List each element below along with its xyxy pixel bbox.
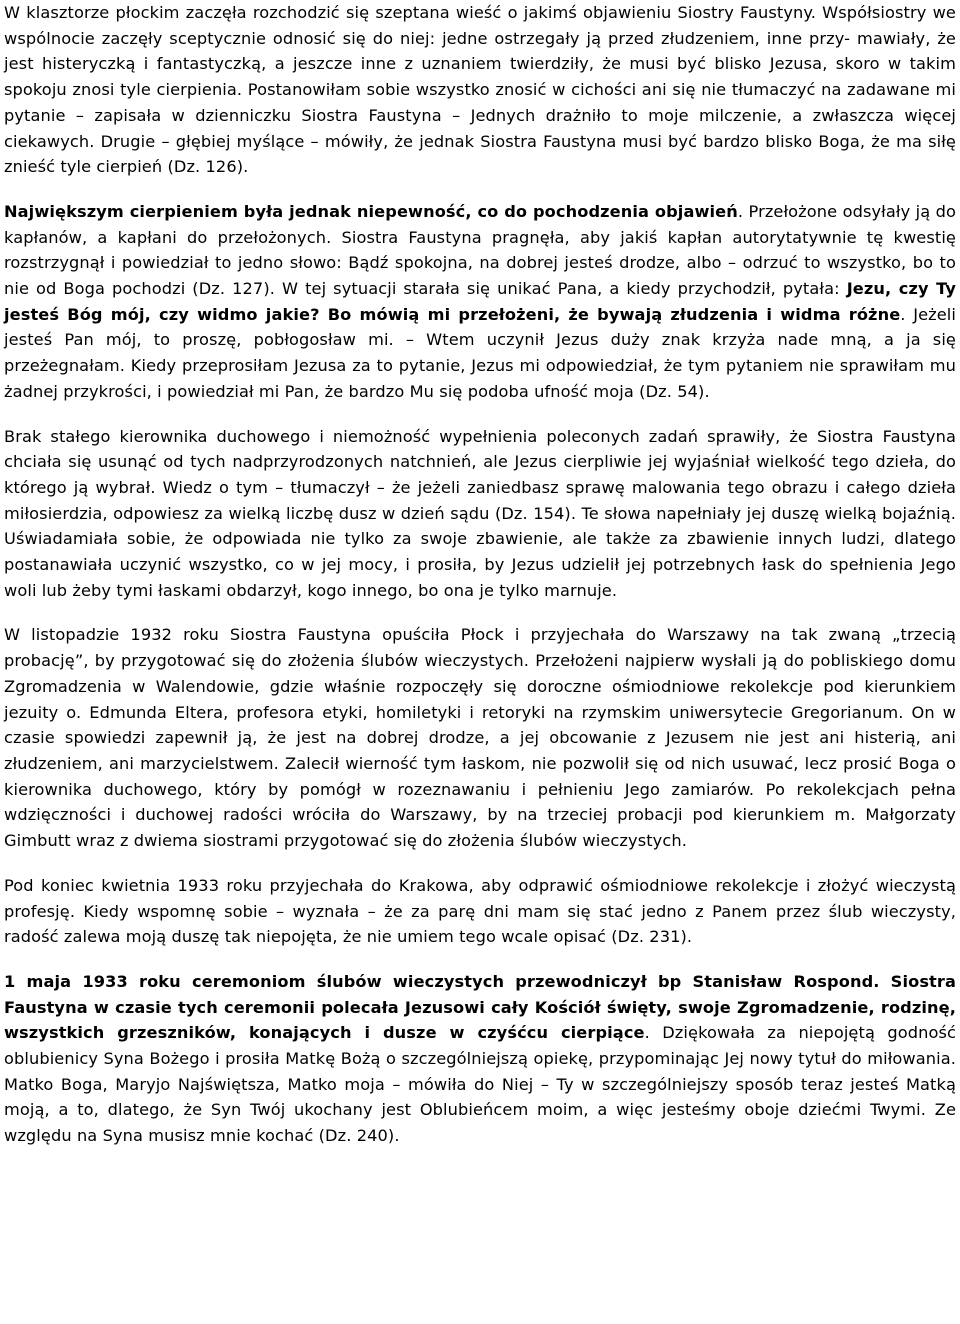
paragraph-warsaw-probation (4, 622, 956, 853)
paragraph-uncertainty (4, 199, 956, 405)
bold-text: Jezu, czy Ty jesteś Bóg mój, czy widmo jakie? Bo mówią mi przełożeni, że bywają złudzenia i widma różne (4, 279, 957, 324)
paragraph-text: . Dziękowała za niepojętą godność oblubienicy Syna Bożego i prosiła Matkę Bożą o szczególniejszą opiekę, przypominając Jej nowy tytuł do miłowania. Matko Boga, Maryjo Najświętsza, Matko moja – mówiła do Niej – Ty w szczególniejszy sposób teraz jesteś Matką moją, a to, dlatego, że Syn Twój ukochany jest Oblubieńcem moim, a więc jesteśmy oboje dziećmi Twymi. Ze względu na Syna musisz mnie kochać (Dz. 240). (4, 1023, 956, 1146)
paragraph-krakow-retreat (4, 873, 956, 950)
paragraph-gap (4, 603, 956, 622)
paragraph-text: Pod koniec kwietnia 1933 roku przyjechała do Krakowa, aby odprawić ośmiodniowe rekolekcje i złożyć wieczystą profesję. Kiedy wspomnę sobie – wyznała – że za parę dni mam się stać jedno z Panem przez ślub wieczysty, radość zalewa moją duszę tak niepojęta, że nie umiem tego wcale opisać (Dz. 231). (4, 875, 956, 947)
paragraph-gap (4, 950, 956, 969)
bold-text: Największym cierpieniem była jednak niepewność, co do pochodzenia objawień (4, 201, 738, 221)
paragraph-spiritual-director (4, 424, 956, 604)
paragraph-gap (4, 405, 956, 424)
paragraph-text: W klasztorze płockim zaczęła rozchodzić się szeptana wieść o jakimś objawieniu Siostry Faustyny. Współsiostry we wspólnocie zaczęły sceptycznie odnosić się do niej: jedne ostrzegały ją przed złudzeniem, inne przy- mawiały, że jest histeryczką i fantastyczką, a jeszcze inne z uznaniem twierdziły, że musi być blisko Jezusa, skoro w takim spokoju znosi tyle cierpienia. Postanowiłam sobie wszystko znosić w cichości ani się nie tłumaczyć na zadawane mi pytanie – zapisała w dzienniczku Siostra Faustyna – Jednych drażniło to moje milczenie, a zwłaszcza więcej ciekawych. Drugie – głębiej myślące – mówiły, że jednak Siostra Faustyna musi być bardzo blisko Boga, że ma siłę znieść tyle cierpień (Dz. 126). (4, 3, 956, 177)
bold-text: 1 maja 1933 roku ceremoniom ślubów wieczystych przewodniczył bp Stanisław Rospond. Siostra Faustyna w czasie tych ceremonii polecała Jezusowi cały Kościół święty, swoje Zgromadzenie, rodzinę, wszystkich grzeszników, konających i dusze w czyśćcu cierpiące (4, 971, 956, 1043)
document-page (4, 0, 956, 1149)
paragraph-perpetual-vows (4, 969, 956, 1149)
paragraph-text: Brak stałego kierownika duchowego i niemożność wypełnienia poleconych zadań sprawiły, że Siostra Faustyna chciała się usunąć od tych nadprzyrodzonych natchnień, ale Jezus cierpliwie jej wyjaśniał wielkość tego dzieła, do którego ją wybrał. Wiedz o tym – tłumaczył – że jeżeli zaniedbasz sprawę malowania tego obrazu i całego dzieła miłosierdzia, odpowiesz za wielką liczbę dusz w dzień sądu (Dz. 154). Te słowa napełniały jej duszę wielką bojaźnią. Uświadamiała sobie, że odpowiada nie tylko za swoje zbawienie, ale także za zbawienie innych ludzi, dlatego postanawiała uczynić wszystko, co w jej mocy, i prosiła, by Jezus udzielił jej potrzebnych łask do spełnienia Jego woli lub żeby tymi łaskami obdarzył, kogo innego, bo ona je tylko marnuje. (4, 426, 956, 600)
paragraph-gap (4, 180, 956, 199)
paragraph-text: . Przełożone odsyłały ją do kapłanów, a kapłani do przełożonych. Siostra Faustyna pragnęła, aby jakiś kapłan autorytatywnie tę kwestię rozstrzygnął i powiedział to jedno słowo: Bądź spokojna, na dobrej jesteś drodze, albo – odrzuć to wszystko, bo to nie od Boga pochodzi (Dz. 127). W tej sytuacji starała się unikać Pana, a kiedy przychodził, pytała: (4, 201, 956, 299)
paragraph-monastery-rumors (4, 0, 956, 180)
paragraph-gap (4, 854, 956, 873)
paragraph-text: . Jeżeli jesteś Pan mój, to proszę, pobłogosław mi. – Wtem uczynił Jezus duży znak krzyża nade mną, a ja się przeżegnałam. Kiedy przeprosiłam Jezusa za to pytanie, Jezus mi odpowiedział, że tym pytaniem nie sprawiłam mu żadnej przykrości, i powiedział mi Pan, że bardzo Mu się podoba ufność moja (Dz. 54). (4, 304, 956, 401)
paragraph-text: W listopadzie 1932 roku Siostra Faustyna opuściła Płock i przyjechała do Warszawy na tak zwaną „trzecią probację”, by przygotować się do złożenia ślubów wieczystych. Przełożeni najpierw wysłali ją do pobliskiego domu Zgromadzenia w Walendowie, gdzie właśnie rozpoczęły się doroczne ośmiodniowe rekolekcje pod kierunkiem jezuity o. Edmunda Eltera, profesora etyki, homiletyki i retoryki na rzymskim uniwersytecie Gregorianum. On w czasie spowiedzi zapewnił ją, że jest na dobrej drodze, a jej obcowanie z Jezusem nie jest ani histerią, ani złudzeniem, ani marzycielstwem. Zalecił wierność tym łaskom, nie pozwolił się od nich usuwać, lecz prosić Boga o kierownika duchowego, który by pomógł w rozeznawaniu i pełnieniu Jego zamiarów. Po rekolekcjach pełna wdzięczności i duchowej radości wróciła do Warszawy, by na trzeciej probacji pod kierunkiem m. Małgorzaty Gimbutt wraz z dwiema siostrami przygotować się do złożenia ślubów wieczystych. (4, 625, 956, 851)
